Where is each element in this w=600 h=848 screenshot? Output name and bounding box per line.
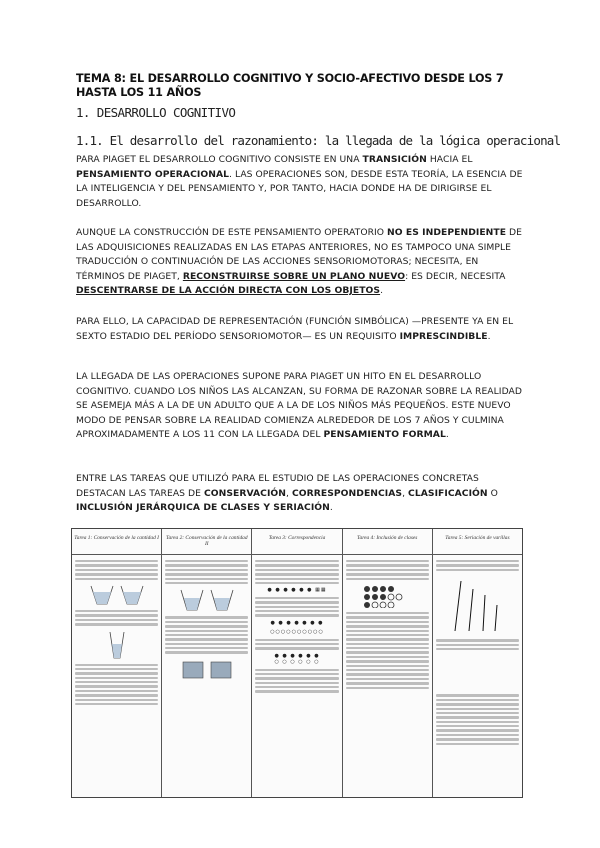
beads-illustration — [346, 584, 429, 608]
wide-glass-illustration — [165, 658, 248, 680]
dots-row-illustration: ● ● ● ● ● ● ● — [270, 619, 324, 626]
rods-illustration — [436, 575, 519, 635]
paragraph-operations: LA LLEGADA DE LAS OPERACIONES SUPONE PARA PIAGET UN HITO EN EL DESARROLLO COGNITIVO. CUANDO LOS NIÑOS LAS ALCANZAN, SU FORMA DE RAZONAR SOBRE LA REALIDAD SE ASEMEJA MÁS A LA DE UN ADULTO QUE A LA DE LOS NIÑOS MÁS PEQUEÑOS. ESTE NUEVO MODO DE PENSAR SOBRE LA REALIDAD COMIENZA ALREDEDOR DE LOS 7 AÑOS Y CULMINA APROXIMADAMENTE A LOS 11 CON LA LLEGADA DEL PENSAMIENTO FORMAL. — [76, 371, 522, 440]
task-header: Tarea 5: Seriación de varillas — [433, 529, 522, 555]
task-header: Tarea 2: Conservación de la cantidad II — [162, 529, 251, 555]
task-column-4 — [343, 529, 433, 797]
glasses-illustration — [75, 584, 158, 606]
task-header: Tarea 3: Correspondencia — [252, 529, 341, 555]
task-header: Tarea 4: Inclusión de clases — [343, 529, 432, 555]
task-column-2 — [162, 529, 252, 797]
dots-row-illustration: ● ● ● ● ● ● ▦▦ — [267, 587, 327, 594]
task-column-5 — [433, 529, 522, 797]
dots-row-illustration: ● ● ● ● ● ● ○ ○ ○ ○ ○ ○ — [274, 652, 320, 666]
section-heading: 1. DESARROLLO COGNITIVO — [76, 105, 236, 120]
paragraph-construction: AUNQUE LA CONSTRUCCIÓN DE ESTE PENSAMIENTO OPERATORIO NO ES INDEPENDIENTE DE LAS ADQUISICIONES REALIZADAS EN LAS ETAPAS ANTERIORES, NO ES TAMPOCO UNA SIMPLE TRADUCCIÓN O CONTINUACIÓN DE LAS ACCIONES SENSORIOMOTORAS; NECESITA, EN TÉRMINOS DE PIAGET, RECONSTRUIRSE SOBRE UN PLANO NUEVO: ES DECIR, NECESITA DESCENTRARSE DE LA ACCIÓN DIRECTA CON LOS OBJETOS. — [76, 227, 523, 296]
task-column-3 — [252, 529, 342, 797]
tasks-table-image — [71, 528, 523, 798]
paragraph-tasks: ENTRE LAS TAREAS QUE UTILIZÓ PARA EL ESTUDIO DE LAS OPERACIONES CONCRETAS DESTACAN LAS TAREAS DE CONSERVACIÓN, CORRESPONDENCIAS, CLASIFICACIÓN O INCLUSIÓN JERÁRQUICA DE CLASES Y SERIACIÓN. — [76, 473, 498, 513]
task-column-1 — [72, 529, 162, 797]
glasses-illustration — [165, 588, 248, 612]
paragraph-transition: PARA PIAGET EL DESARROLLO COGNITIVO CONSISTE EN UNA TRANSICIÓN HACIA EL PENSAMIENTO OPERACIONAL. LAS OPERACIONES SON, DESDE ESTA TEORÍA, LA ESENCIA DE LA INTELIGENCIA Y DEL PENSAMIENTO Y, POR TANTO, HACIA DONDE HA DE DIRIGIRSE EL DESARROLLO. — [76, 154, 523, 209]
paragraph-representation: PARA ELLO, LA CAPACIDAD DE REPRESENTACIÓN (FUNCIÓN SIMBÓLICA) —PRESENTE YA EN EL SEXTO ESTADIO DEL PERÍODO SENSORIOMOTOR— ES UN REQUISITO IMPRESCINDIBLE. — [76, 316, 514, 342]
subsection-heading: 1.1. El desarrollo del razonamiento: la llegada de la lógica operacional — [76, 133, 561, 148]
task-header: Tarea 1: Conservación de la cantidad I — [72, 529, 161, 555]
dots-row-illustration: ○○○○○○○○○○ — [270, 629, 324, 636]
document-title: TEMA 8: EL DESARROLLO COGNITIVO Y SOCIO-AFECTIVO DESDE LOS 7 HASTA LOS 11 AÑOS — [76, 72, 504, 99]
tall-glass-illustration — [75, 630, 158, 660]
